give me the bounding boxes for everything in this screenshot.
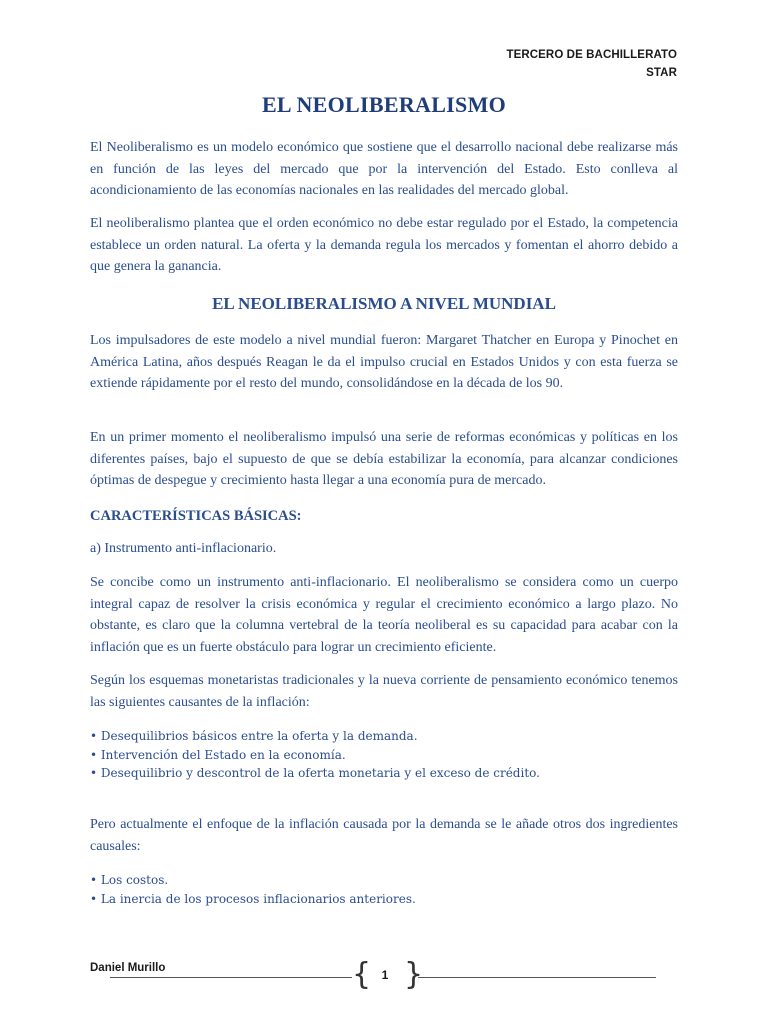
characteristic-a-label: a) Instrumento anti-inflacionario. [90,541,277,556]
list-item: • Intervención del Estado en la economía. [90,746,678,765]
characteristic-a-paragraph: Se concibe como un instrumento anti-inflacionario. El neoliberalismo se considera como un cuerpo integral capaz de resolver la crisis económica y regular el crecimiento económico a largo plazo. No obstante, es claro que la columna vertebral de la teoría neoliberal es su capacidad para acabar con la inflación que es un fuerte obstáculo para lograr un crecimiento eficiente. [90,575,678,655]
footer-author: Daniel Murillo [90,962,166,974]
causes-intro-paragraph: Según los esquemas monetaristas tradicionales y la nueva corriente de pensamiento económico tenemos las siguientes causantes de la inflación: [90,673,678,710]
right-brace-icon: } [404,957,424,992]
intro-paragraph-2: El neoliberalismo plantea que el orden económico no debe estar regulado por el Estado, la competencia establece un orden natural. La oferta y la demanda regula los mercados y fomentan el ahorro debido a que genera la ganancia. [90,216,678,274]
page-header [506,46,677,82]
document-title: EL NEOLIBERALISMO [261,92,507,117]
world-paragraph-2: En un primer momento el neoliberalismo impulsó una serie de reformas económicas y políticas en los diferentes países, bajo el supuesto de que se debía estabilizar la economía, para alcanzar condiciones óptimas de despegue y crecimiento hasta llegar a una economía pura de mercado. [90,430,678,488]
footer-rule-right [418,977,656,978]
characteristics-heading: CARACTERÍSTICAS BÁSICAS: [90,508,302,524]
header-course: TERCERO DE BACHILLERATO [506,49,677,61]
demand-causes-list [90,871,678,908]
list-item: • Los costos. [90,871,678,890]
page-number: 1 [381,968,389,982]
footer-rule-left [110,977,352,978]
demand-intro-paragraph: Pero actualmente el enfoque de la inflación causada por la demanda se le añade otros dos ingredientes causales: [90,817,678,854]
header-group: STAR [646,67,677,79]
left-brace-icon: { [352,957,372,992]
world-paragraph-1: Los impulsadores de este modelo a nivel mundial fueron: Margaret Thatcher en Europa y Pinochet en América Latina, años después Reagan le da el impulso crucial en Estados Unidos y con esta fuerza se extiende rápidamente por el resto del mundo, consolidándose en la década de los 90. [90,333,678,391]
list-item: • Desequilibrio y descontrol de la oferta monetaria y el exceso de crédito. [90,764,678,783]
list-item: • Desequilibrios básicos entre la oferta y la demanda. [90,727,678,746]
intro-paragraph-1: El Neoliberalismo es un modelo económico que sostiene que el desarrollo nacional debe realizarse más en función de las leyes del mercado que por la intervención del Estado. Esto conlleva al acondicionamiento de las economías nacionales en las realidades del mercado global. [90,140,678,198]
inflation-causes-list [90,727,678,783]
list-item: • La inercia de los procesos inflacionarios anteriores. [90,890,678,909]
section-subtitle: EL NEOLIBERALISMO A NIVEL MUNDIAL [212,294,556,313]
